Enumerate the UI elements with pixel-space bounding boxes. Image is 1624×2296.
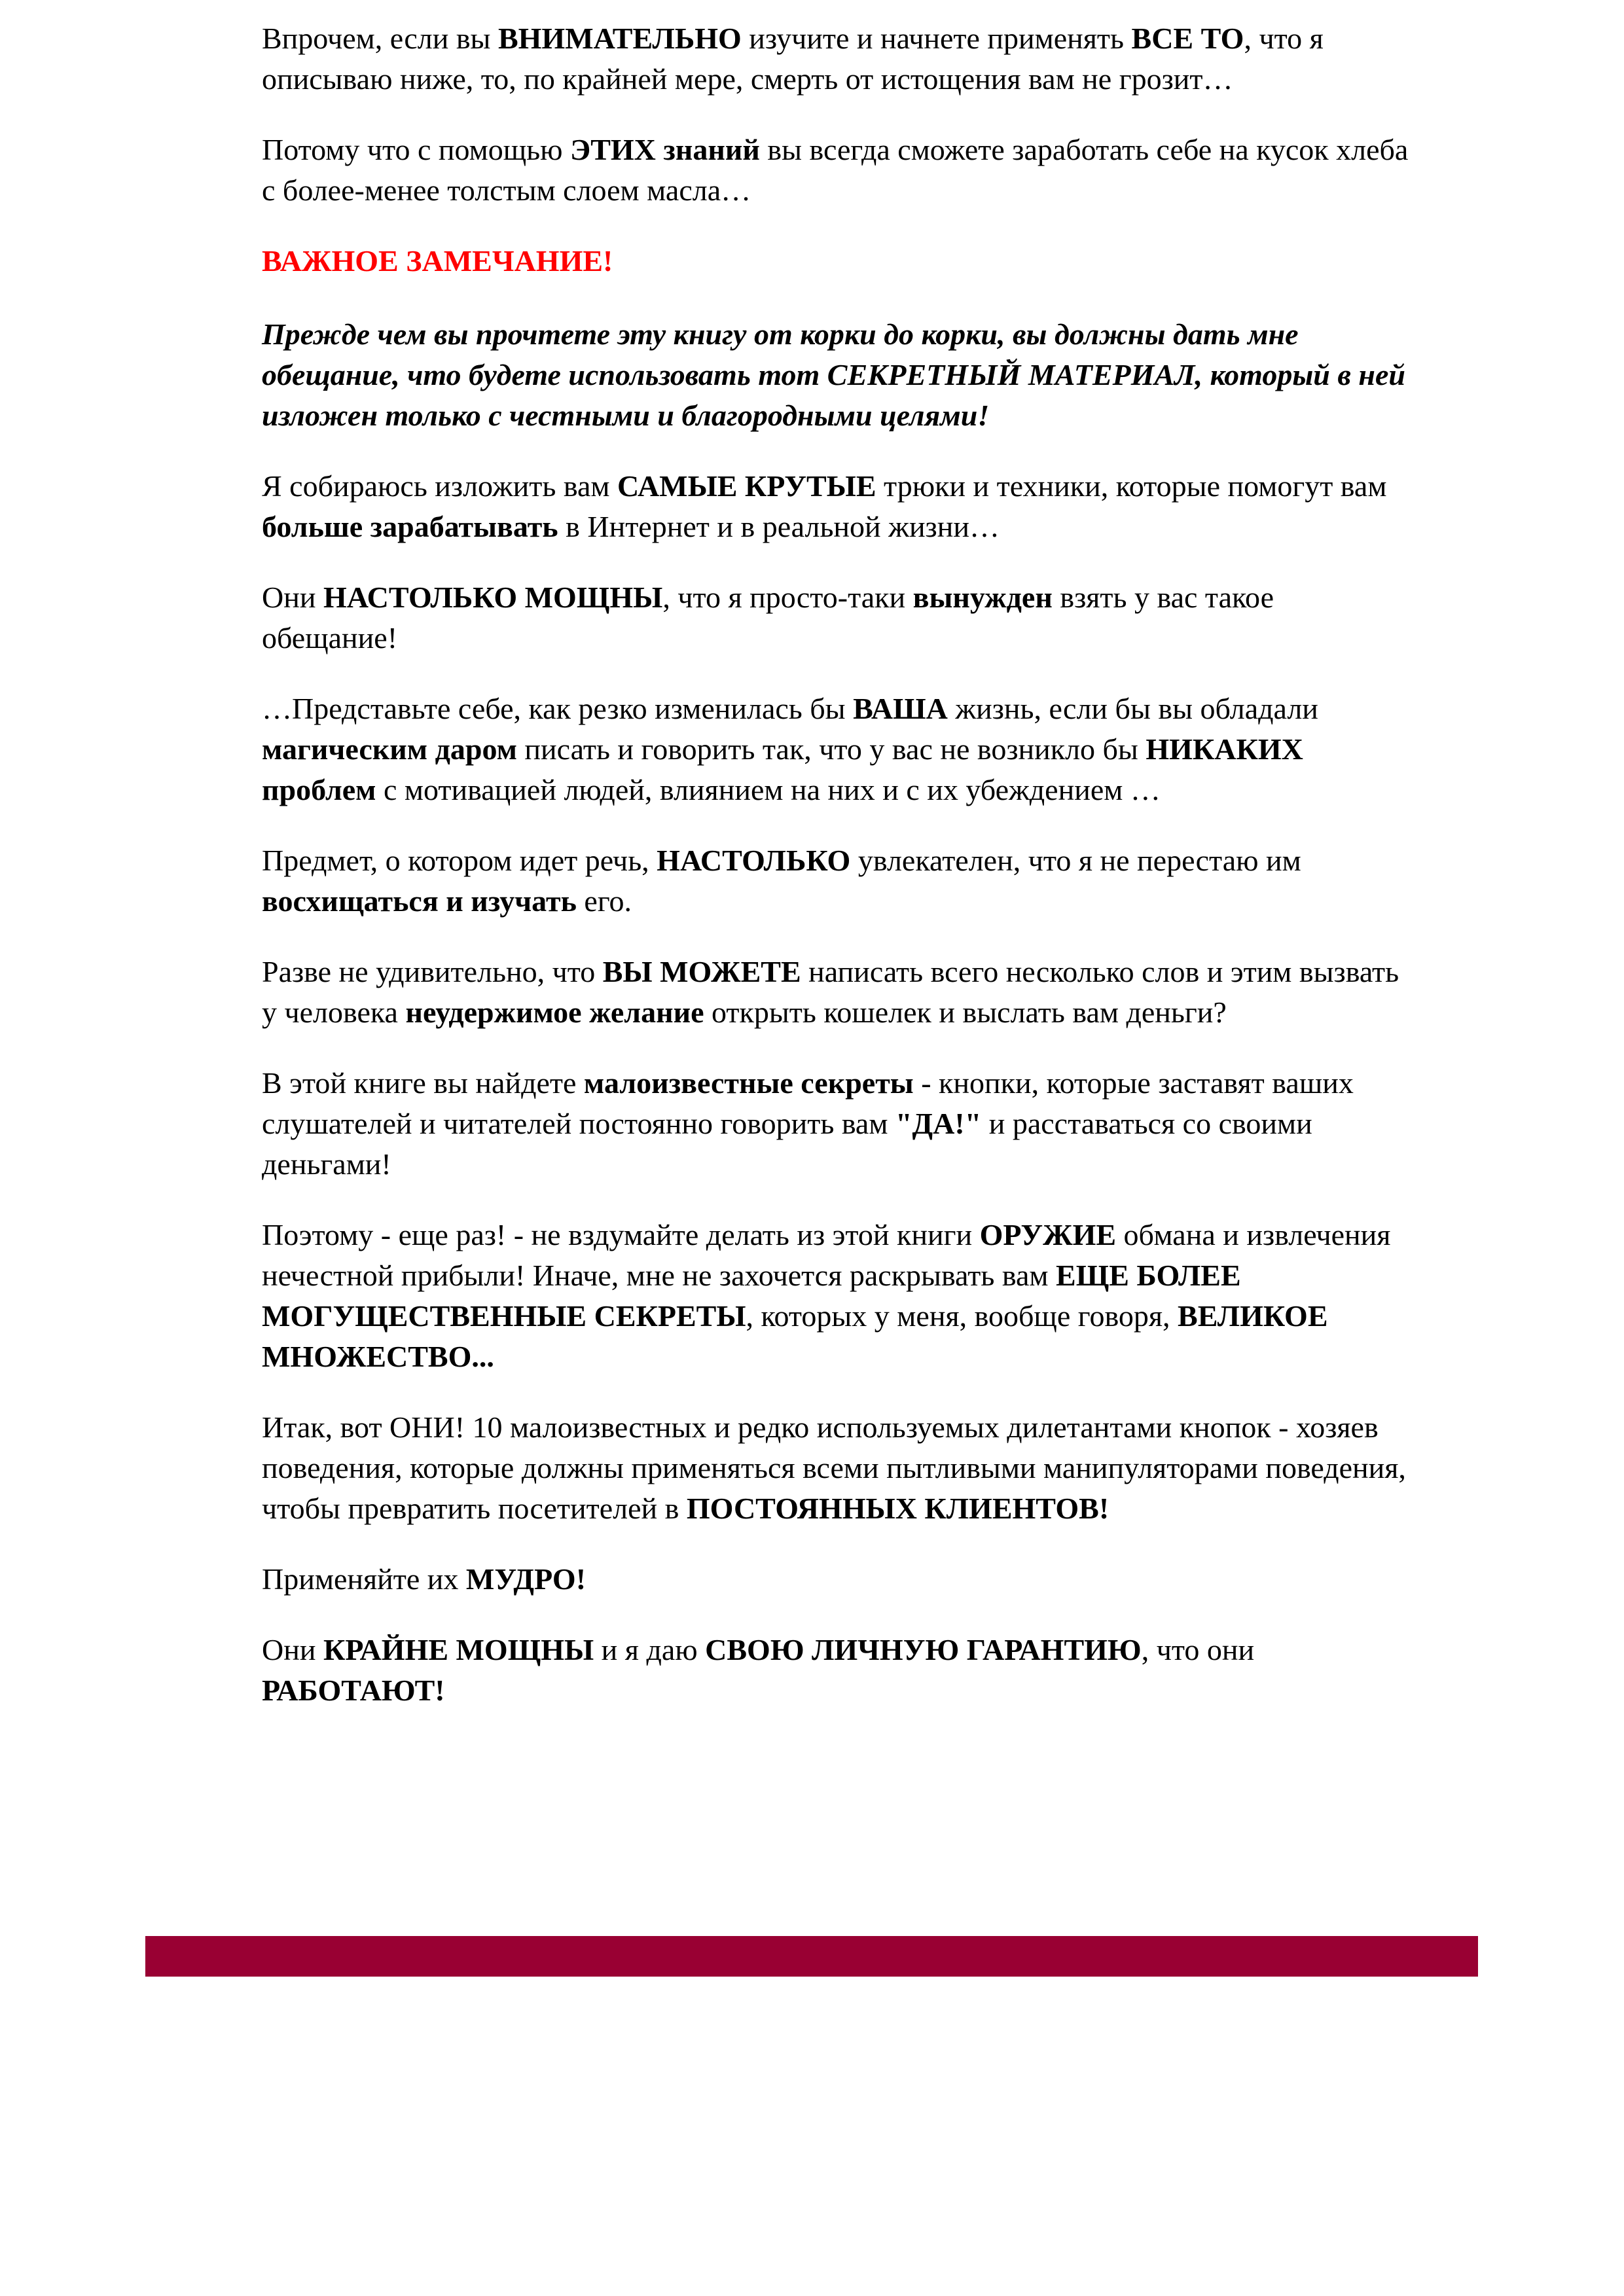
bold-text: магическим даром xyxy=(262,732,517,766)
paragraph-6: Предмет, о котором идет речь, НАСТОЛЬКО увлекателен, что я не перестаю им восхищаться и изучать его. xyxy=(262,844,1301,918)
paragraph-1: Впрочем, если вы ВНИМАТЕЛЬНО изучите и начнете применять ВСЕ ТО, что я описываю ниже, то, по крайней мере, смерть от истощения вам не грозит… xyxy=(262,22,1324,96)
bold-text: РАБОТАЮТ! xyxy=(262,1674,445,1707)
bold-text: МУДРО! xyxy=(465,1562,586,1596)
warning-text: Прежде чем вы прочтете эту книгу от корки до корки, вы должны дать мне обещание, что будете использовать тот СЕКРЕТНЫЙ МАТЕРИАЛ, который в ней изложен только с честными и благородными целями! xyxy=(262,317,1405,432)
bold-text: ПОСТОЯННЫХ КЛИЕНТОВ! xyxy=(686,1492,1110,1525)
paragraph-2: Потому что с помощью ЭТИХ знаний вы всегда сможете заработать себе на кусок хлеба с более-менее толстым слоем масла… xyxy=(262,133,1409,207)
paragraph-3: Я собираюсь изложить вам САМЫЕ КРУТЫЕ трюки и техники, которые помогут вам больше зарабатывать в Интернет и в реальной жизни… xyxy=(262,469,1387,543)
paragraph-4: Они НАСТОЛЬКО МОЩНЫ, что я просто-таки вынужден взять у вас такое обещание! xyxy=(262,581,1274,655)
paragraph-7: Разве не удивительно, что ВЫ МОЖЕТЕ написать всего несколько слов и этим вызвать у человека неудержимое желание открыть кошелек и выслать вам деньги? xyxy=(262,955,1399,1029)
footer-bar xyxy=(145,1936,1478,1977)
paragraph-8: В этой книге вы найдете малоизвестные секреты - кнопки, которые заставят ваших слушателей и читателей постоянно говорить вам "ДА!" и расставаться со своими деньгами! xyxy=(262,1066,1354,1181)
bold-text: НИКАКИХ проблем xyxy=(262,732,1303,806)
bold-text: ВСЕ ТО xyxy=(1131,22,1244,55)
bold-text: КРАЙНЕ МОЩНЫ xyxy=(323,1633,594,1666)
bold-text: СВОЮ ЛИЧНУЮ ГАРАНТИЮ xyxy=(705,1633,1142,1666)
bold-text: больше зарабатывать xyxy=(262,510,558,543)
bold-text: ВЫ МОЖЕТЕ xyxy=(602,955,801,988)
bold-text: "ДА!" xyxy=(895,1107,982,1140)
bold-text: ВАША xyxy=(853,692,948,725)
bold-text: восхищаться и изучать xyxy=(262,884,577,918)
bold-text: ВНИМАТЕЛЬНО xyxy=(497,22,742,55)
bold-text: ВЕЛИКОЕ МНОЖЕСТВО... xyxy=(262,1299,1328,1373)
paragraph-10: Итак, вот ОНИ! 10 малоизвестных и редко используемых дилетантами кнопок - хозяев поведения, которые должны применяться всеми пытливыми манипуляторами поведения, чтобы превратить посетителей в ПОСТОЯННЫХ КЛИЕНТОВ! xyxy=(262,1410,1406,1525)
paragraph-11: Применяйте их МУДРО! xyxy=(262,1562,586,1596)
bold-text: ЭТИХ знаний xyxy=(570,133,760,166)
bold-text: САМЫЕ КРУТЫЕ xyxy=(617,469,876,503)
bold-text: неудержимое желание xyxy=(405,996,704,1029)
bold-text: ОРУЖИЕ xyxy=(979,1218,1117,1251)
bold-text: вынужден xyxy=(912,581,1053,614)
bold-text: НАСТОЛЬКО МОЩНЫ xyxy=(323,581,663,614)
paragraph-9: Поэтому - еще раз! - не вздумайте делать из этой книги ОРУЖИЕ обмана и извлечения нечестной прибыли! Иначе, мне не захочется раскрывать вам ЕЩЕ БОЛЕЕ МОГУЩЕСТВЕННЫЕ СЕКРЕТЫ, которых у меня, вообще говоря, ВЕЛИКОЕ МНОЖЕСТВО... xyxy=(262,1218,1391,1373)
paragraph-12: Они КРАЙНЕ МОЩНЫ и я даю СВОЮ ЛИЧНУЮ ГАРАНТИЮ, что они РАБОТАЮТ! xyxy=(262,1633,1255,1707)
paragraph-5: …Представьте себе, как резко изменилась бы ВАША жизнь, если бы вы обладали магическим даром писать и говорить так, что у вас не возникло бы НИКАКИХ проблем с мотивацией людей, влиянием на них и с их убеждением … xyxy=(262,692,1318,806)
bold-text: ЕЩЕ БОЛЕЕ МОГУЩЕСТВЕННЫЕ СЕКРЕТЫ xyxy=(262,1259,1241,1333)
warning-heading: ВАЖНОЕ ЗАМЕЧАНИЕ! xyxy=(262,244,613,278)
bold-text: НАСТОЛЬКО xyxy=(657,844,851,877)
bold-text: малоизвестные секреты xyxy=(583,1066,914,1100)
document-page xyxy=(262,18,1414,1741)
